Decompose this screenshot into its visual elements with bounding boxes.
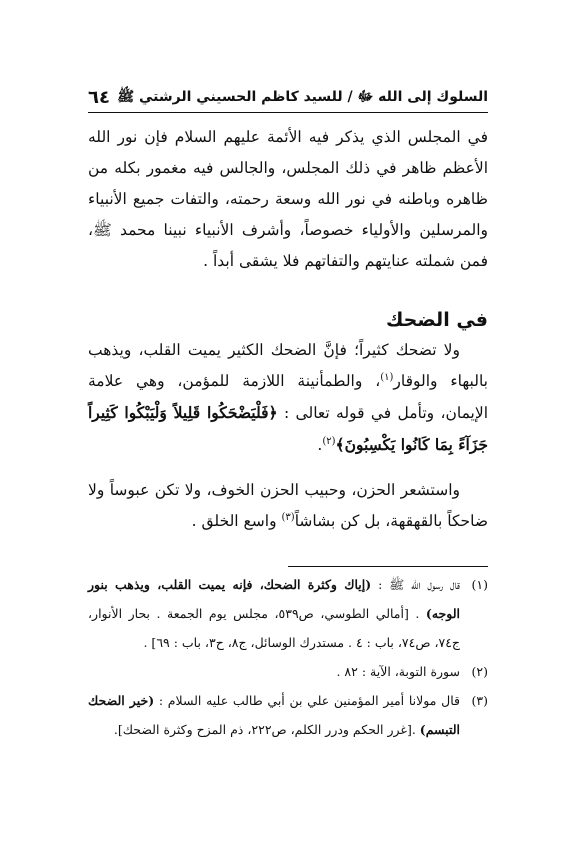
footnote-source: .[غرر الحكم ودرر الكلم، ص٢٢٢، ذم المزح وكثرة الضحك].: [113, 722, 420, 737]
footnote-quote: (إياك وكثرة الضحك، فإنه يميت القلب، ويذهب بنور الوجه): [88, 577, 460, 621]
running-header: [88, 82, 488, 113]
footnote-lead: سورة التوبة، الآية : ٨٢ .: [336, 664, 460, 679]
footnote-text: [88, 657, 460, 686]
footnote-lead: قال مولانا أمير المؤمنين علي بن أبي طالب عليه السلام :: [154, 693, 460, 708]
paragraph-2: [88, 335, 488, 461]
footnote-text: [88, 570, 460, 657]
paragraph-3: [88, 475, 488, 537]
paragraph-1: في المجلس الذي يذكر فيه الأئمة عليهم السلام فإن نور الله الأعظم ظاهر في ذلك المجلس، والجالس فيه مغمور بكله من ظاهره وباطنه في نور الله وسعة رحمته، والتفات جميع الأنبياء والمرسلين والأولياء خصوصاً، وأشرف الأنبياء نبينا محمد ﷺ، فمن شملته عنايتهم والتفاتهم فلا يشقى أبداً .: [88, 128, 488, 270]
page-number: ٦٤: [88, 87, 110, 108]
quran-verse: ﴿فَلْيَضْحَكُوا قَلِيلاً وَلْيَبْكُوا كَثِيراً جَزَآءً بِمَا كَانُوا يَكْسِبُونَ﴾: [88, 403, 488, 454]
footnote-number: (١): [471, 577, 488, 592]
main-text: [88, 122, 488, 537]
footnote-3: [88, 686, 488, 744]
footnote-text: [88, 686, 460, 744]
header-title: السلوك إلى الله ﷻ / للسيد كاظم الحسيني الرشتي ﷺ: [117, 89, 488, 105]
footnote-source: . [أمالي الطوسي، ص٥٣٩، مجلس يوم الجمعة . بحار الأنوار، ج٧٤، ص٧٤، باب : ٤ . مستدرك الوسائل، ج٨، ح٣، باب : ٦٩] .: [88, 606, 460, 650]
footnote-2: [88, 657, 488, 686]
paragraph-3-part-a: واستشعر الحزن، وحبيب الحزن الخوف، ولا تكن عبوساً ولا ضاحكاً بالقهقهة، بل كن بشاشاً: [88, 481, 488, 530]
footnote-1: [88, 570, 488, 657]
footnote-ref-2[interactable]: (٢): [322, 435, 336, 447]
footnote-number: (٣): [471, 693, 488, 708]
section-heading: في الضحك: [385, 309, 488, 331]
footnote-ref-1[interactable]: (١): [380, 371, 394, 383]
footnote-ref-3[interactable]: (٣): [281, 511, 295, 523]
paragraph-2-part-b: ، والطمأنينة اللازمة للمؤمن، وهي علامة الإيمان، وتأمل في قوله تعالى :: [88, 372, 489, 422]
footnote-divider: [288, 566, 488, 567]
paragraph-2-end: .: [317, 436, 323, 454]
footnote-quote: (خير الضحك التبسم): [88, 693, 460, 737]
footnote-number: (٢): [471, 664, 488, 679]
paragraph-3-part-b: واسع الخلق .: [191, 512, 282, 530]
footnotes: [88, 570, 488, 744]
footnote-lead: قال رسول الله ﷺ :: [371, 577, 460, 592]
paragraph-2-part-a: ولا تضحك كثيراً؛ فإنَّ الضحك الكثير يميت القلب، ويذهب بالبهاء والوقار: [88, 341, 488, 390]
